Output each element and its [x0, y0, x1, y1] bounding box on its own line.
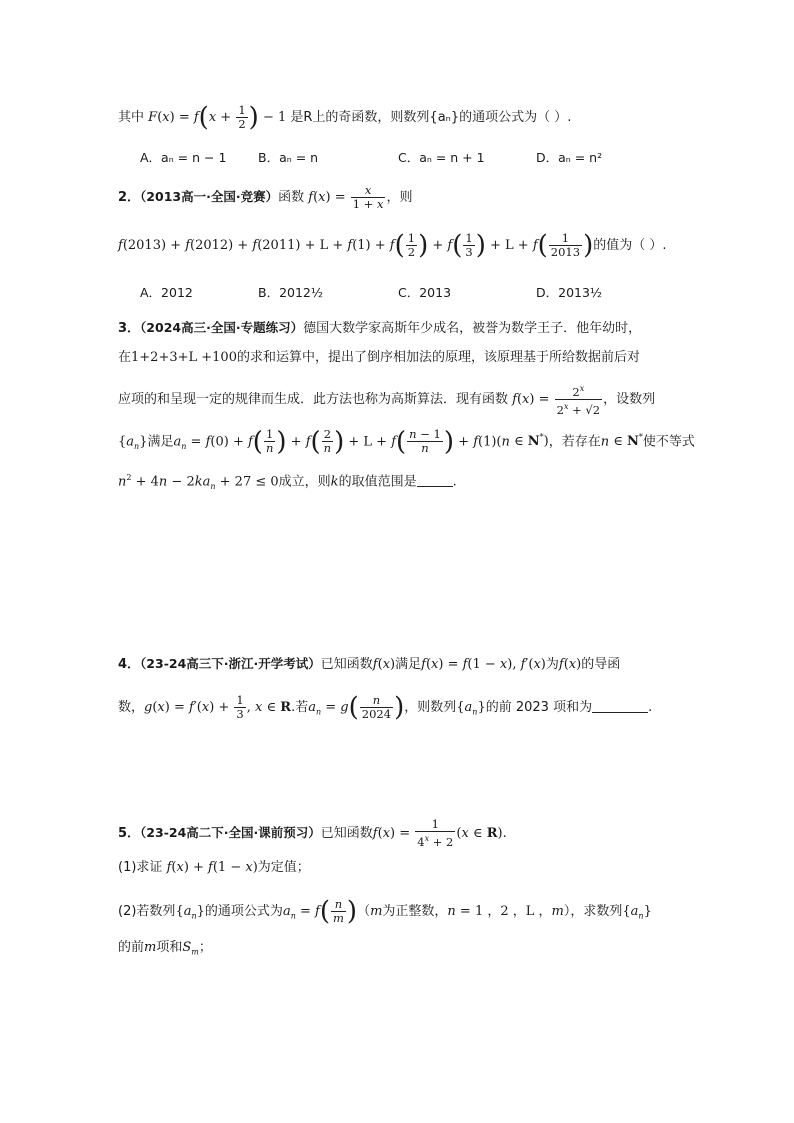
q3-line4: $\{a_n\}$满足$a_n = f(0) + f$( $\frac{1}{n}$ ) + f( $\frac{2}{n}$ ) + L + f( $\frac{n - 1}{n}$ ) + f(1)(n ∈ N*)，若存在n ∈ N*使不等式: [118, 426, 695, 457]
q5-part2-mid: 的通项公式为: [204, 904, 283, 919]
q3-line5: $n^2 + 4n - 2ka_n + 27 \le 0$成立，则k的取值范围是 .: [118, 473, 457, 491]
q4-line1-mid: 满足: [395, 657, 422, 672]
fraction: $\frac{1}{2}$: [238, 103, 246, 131]
q2-stem-label: 函数: [278, 190, 305, 205]
q3-number: 3．: [118, 321, 141, 336]
q5-line3-mid: 项和: [156, 940, 183, 955]
q5-part1-prefix: 求证: [136, 860, 163, 875]
q5-line1-prefix: 已知函数: [320, 825, 373, 841]
q1-option-a: A．aₙ = n − 1: [140, 150, 227, 165]
q1-formula: F: [148, 110, 158, 125]
q2-option-c: C．2013: [398, 285, 452, 300]
q1-option-c: C．aₙ = n + 1: [398, 150, 485, 165]
q3-line5-suffix: 成立，则: [278, 474, 331, 490]
q5-part2-list: ），求数列: [563, 904, 623, 919]
q1-stem: 其中 F(x) = f(x + $\frac{1}{2}$ ) − 1 是R上的奇函数，则数列{aₙ}的通项公式为（ ）.: [118, 102, 572, 133]
fraction: $\frac{2^x}{2^x + √2}$: [556, 384, 601, 417]
q2-option-d: D．2013½: [536, 285, 603, 300]
q4-line2-prefix: 数，: [118, 700, 145, 715]
q3-line2-expr: 1+2+3+L +100: [131, 350, 237, 365]
q1-option-b: B．aₙ = n: [258, 150, 319, 165]
q5-part2: (2)若数列$\{a_n\}$的通项公式为$a_n = f$( $\frac{n}{m}$ )（m为正整数，n = 1 ，2 ，L ，m），求数列$\{a_n\}$: [118, 896, 652, 927]
q4-line2-mid: .若: [291, 700, 309, 715]
q4-line1-prefix: 已知函数: [320, 657, 373, 672]
q1-stem-prefix: 其中: [118, 110, 145, 125]
q3-line2-suffix: 的求和运算中，提出了倒序相加法的原理，该原理基于所给数据前后对: [236, 350, 640, 365]
answer-blank[interactable]: [417, 472, 453, 487]
q2-option-a: A．2012: [140, 285, 193, 300]
q3-line1-text: 德国大数学家高斯年少成名，被誉为数学王子．他年幼时，: [303, 321, 642, 336]
q3-line3: 应项的和呈现一定的规律而生成．此方法也称为高斯算法．现有函数 f(x) = $\frac{2^x}{2^x + √2}$ ，设数列: [118, 384, 656, 417]
q3-source: （2024高三·全国·专题练习）: [140, 320, 304, 335]
q2-stem-tail: ，则: [386, 190, 413, 205]
q2-expression: f(2013) + f(2012) + f(2011) + L + f(1) + f( $\frac{1}{2}$ ) + f( $\frac{1}{3}$ ) + L + f( $\frac{1}{2013}$ )的值为（ ）.: [118, 230, 667, 261]
q2-source: （2013高一·全国·竞赛）: [140, 189, 279, 204]
q5-number: 5．: [118, 825, 141, 841]
q3-line4-tail: 使不等式: [642, 434, 695, 450]
q5-part2-m: 为正整数，: [382, 904, 448, 919]
q3-line3-text: 应项的和呈现一定的规律而生成．此方法也称为高斯算法．现有函数: [118, 391, 509, 407]
q5-source: （23-24高二下·全国·课前预习）: [140, 824, 321, 840]
q2-option-b: B．2012½: [258, 285, 324, 300]
q3-line1: [118, 318, 641, 339]
q3-line4-suffix: ，若存在: [548, 434, 601, 450]
q4-line2-suffix: ，则数列: [404, 700, 457, 715]
q5-line3-tail: ；: [198, 940, 212, 955]
answer-blank[interactable]: [592, 698, 648, 713]
q5-part1-suffix: 为定值；: [257, 860, 310, 875]
q4-line1: 4．（23-24高三下·浙江·开学考试）已知函数f(x)满足f(x) = f(1 − x), f′(x)为f(x)的导函: [118, 656, 621, 672]
q2-number: 2．: [118, 190, 141, 205]
q5-part2-label: (2): [118, 904, 137, 919]
q5-part2-paren: （: [357, 904, 371, 919]
q4-line2: 数，g(x) = f′(x) + $\frac{1}{3}$ , x ∈ R.若$a_n = g$( $\frac{n}{2024}$ )，则数列$\{a_n\}$的前 2023 项和为 .: [118, 692, 653, 723]
q5-line3: 的前m项和$S_m$；: [118, 940, 212, 957]
q3-line3-tail: ，设数列: [603, 391, 656, 407]
q4-number: 4．: [118, 657, 141, 672]
q4-line1-mid2: 为: [545, 657, 559, 672]
q1-option-d: D．aₙ = n²: [536, 150, 603, 165]
fraction: $\frac{x}{1 + x}$: [352, 183, 384, 211]
q5-line3-prefix: 的前: [118, 940, 145, 955]
q3-line5-tail: 的取值范围是: [338, 474, 417, 490]
q4-line2-tail: 的前 2023 项和为: [485, 700, 593, 715]
q1-stem-suffix: 是R上的奇函数，则数列{aₙ}的通项公式为（ ）.: [290, 110, 572, 125]
q2-expr-tail: 的值为（ ）.: [593, 238, 667, 253]
q4-source: （23-24高三下·浙江·开学考试）: [140, 656, 321, 671]
q5-part2-prefix: 若数列: [136, 904, 176, 919]
q3-line2-prefix: 在: [118, 350, 132, 365]
q3-line4-prefix: 满足: [147, 434, 174, 450]
q4-line1-tail: 的导函: [581, 657, 621, 672]
q2-stem: 2．（2013高一·全国·竞赛）函数 f(x) = $\frac{x}{1 + x}$ ，则: [118, 183, 413, 211]
q5-line1: 5．（23-24高二下·全国·课前预习）已知函数f(x) = $\frac{1}{4^x + 2}$ (x ∈ R).: [118, 817, 507, 849]
q5-part1: (1)求证 f(x) + f(1 − x)为定值；: [118, 860, 310, 875]
q5-part1-label: (1): [118, 860, 137, 875]
q3-line2: [118, 348, 640, 368]
